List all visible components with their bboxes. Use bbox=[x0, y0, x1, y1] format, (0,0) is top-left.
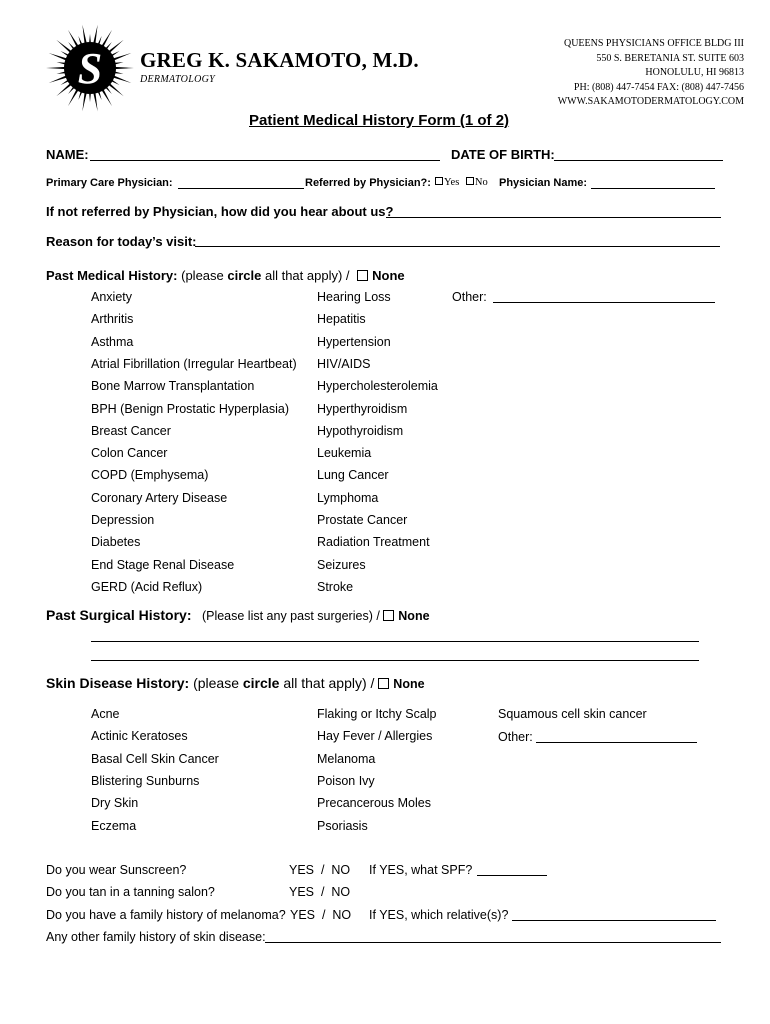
list-item[interactable]: Asthma bbox=[91, 334, 134, 349]
surgery-input-line-1[interactable] bbox=[91, 641, 699, 642]
skin-disease-instr-post: all that apply) / bbox=[279, 675, 379, 691]
relative-question: If YES, which relative(s)? bbox=[369, 908, 509, 922]
list-item[interactable]: Basal Cell Skin Cancer bbox=[91, 751, 219, 766]
hear-about-label: If not referred by Physician, how did you hear about us? bbox=[46, 204, 394, 219]
past-medical-heading bbox=[46, 268, 405, 283]
skin-other-label: Other: bbox=[498, 730, 533, 744]
list-item[interactable]: Coronary Artery Disease bbox=[91, 490, 228, 505]
other-family-input-line[interactable] bbox=[265, 942, 721, 943]
skin-disease-none-checkbox[interactable] bbox=[378, 678, 389, 689]
list-item[interactable]: Hearing Loss bbox=[317, 290, 391, 304]
list-item[interactable]: Hypertension bbox=[317, 334, 391, 349]
dob-label: DATE OF BIRTH: bbox=[451, 147, 555, 162]
list-item[interactable]: Psoriasis bbox=[317, 818, 368, 833]
list-item[interactable]: Hypercholesterolemia bbox=[317, 379, 438, 394]
melanoma-yes-no[interactable]: YES / NO bbox=[290, 908, 352, 922]
list-item[interactable]: COPD (Emphysema) bbox=[91, 468, 209, 483]
list-item[interactable]: BPH (Benign Prostatic Hyperplasia) bbox=[91, 401, 289, 416]
sunscreen-yes-no[interactable]: YES / NO bbox=[289, 863, 351, 877]
past-medical-title: Past Medical History: bbox=[46, 268, 178, 283]
past-medical-none-label: None bbox=[372, 268, 405, 283]
list-item[interactable]: Arthritis bbox=[91, 312, 134, 327]
list-item[interactable]: Atrial Fibrillation (Irregular Heartbeat) bbox=[91, 356, 297, 371]
referred-yes-checkbox[interactable] bbox=[435, 177, 443, 185]
referred-label: Referred by Physician?: bbox=[305, 177, 431, 189]
list-item[interactable]: Precancerous Moles bbox=[317, 796, 431, 811]
referred-no-label: No bbox=[474, 177, 488, 188]
list-item[interactable]: Stroke bbox=[317, 579, 354, 594]
sunscreen-question: Do you wear Sunscreen? bbox=[46, 863, 187, 877]
past-medical-other-label: Other: bbox=[452, 290, 487, 304]
list-item[interactable]: Melanoma bbox=[317, 751, 376, 766]
skin-disease-instr-bold: circle bbox=[242, 675, 280, 691]
skin-disease-heading bbox=[46, 675, 425, 691]
melanoma-question: Do you have a family history of melanoma? bbox=[46, 908, 286, 922]
physician-name-input-line[interactable] bbox=[591, 188, 715, 189]
past-surgical-heading bbox=[46, 607, 430, 625]
list-item[interactable]: Poison Ivy bbox=[317, 773, 375, 788]
list-item[interactable]: Diabetes bbox=[91, 535, 141, 550]
list-item[interactable]: End Stage Renal Disease bbox=[91, 557, 235, 572]
list-item[interactable]: Hypothyroidism bbox=[317, 423, 404, 438]
spf-input-line[interactable] bbox=[477, 875, 547, 876]
list-item[interactable]: Eczema bbox=[91, 818, 137, 833]
skin-other-input-line[interactable] bbox=[536, 742, 697, 743]
tanning-question: Do you tan in a tanning salon? bbox=[46, 885, 215, 899]
list-item[interactable]: Prostate Cancer bbox=[317, 513, 408, 527]
relative-input-line[interactable] bbox=[512, 920, 716, 921]
specialty: DERMATOLOGY bbox=[140, 74, 215, 85]
address-line-phone: PH: (808) 447-7454 FAX: (808) 447-7456 bbox=[573, 81, 744, 93]
list-item[interactable]: Dry Skin bbox=[91, 796, 139, 811]
reason-label: Reason for today’s visit: bbox=[46, 234, 197, 249]
list-item[interactable]: Depression bbox=[91, 513, 155, 527]
list-item[interactable]: Leukemia bbox=[317, 446, 372, 461]
list-item[interactable]: Radiation Treatment bbox=[317, 535, 430, 550]
form-title: Patient Medical History Form (1 of 2) bbox=[249, 112, 510, 129]
list-item[interactable]: Flaking or Itchy Scalp bbox=[317, 707, 437, 721]
list-item[interactable]: Bone Marrow Transplantation bbox=[91, 379, 255, 394]
past-surgical-instr: (Please list any past surgeries) / bbox=[201, 609, 384, 623]
past-surgical-none-checkbox[interactable] bbox=[383, 610, 394, 621]
past-medical-instr-bold: circle bbox=[227, 268, 262, 283]
referred-yes-label: Yes bbox=[444, 177, 460, 188]
address-line-city: HONOLULU, HI 96813 bbox=[645, 67, 744, 78]
list-item[interactable]: Colon Cancer bbox=[91, 446, 168, 461]
list-item[interactable]: Anxiety bbox=[91, 290, 132, 304]
list-item[interactable]: Acne bbox=[91, 707, 120, 721]
office-address bbox=[558, 37, 744, 110]
surgery-input-line-2[interactable] bbox=[91, 660, 699, 661]
list-item[interactable]: Hepatitis bbox=[317, 312, 366, 327]
spf-question: If YES, what SPF? bbox=[369, 863, 473, 877]
pcp-input-line[interactable] bbox=[178, 188, 304, 189]
past-medical-instr-post: all that apply) / bbox=[261, 268, 354, 283]
past-medical-instr-pre: (please bbox=[181, 268, 228, 283]
past-medical-none-checkbox[interactable] bbox=[357, 270, 368, 281]
pcp-label: Primary Care Physician: bbox=[46, 177, 173, 189]
reason-input-line[interactable] bbox=[195, 246, 720, 247]
list-item[interactable]: Blistering Sunburns bbox=[91, 773, 200, 788]
skin-disease-title: Skin Disease History: bbox=[46, 675, 190, 691]
name-label: NAME: bbox=[46, 147, 89, 162]
practice-logo bbox=[38, 22, 138, 117]
dob-input-line[interactable] bbox=[554, 160, 723, 161]
list-item[interactable]: Hay Fever / Allergies bbox=[317, 729, 433, 744]
past-medical-other-input-line[interactable] bbox=[493, 302, 715, 303]
logo-letter: S bbox=[77, 44, 103, 93]
list-item[interactable]: GERD (Acid Reflux) bbox=[91, 579, 203, 594]
doctor-name: GREG K. SAKAMOTO, M.D. bbox=[140, 48, 419, 72]
skin-disease-none-label: None bbox=[393, 677, 425, 691]
referred-options bbox=[431, 177, 488, 188]
skin-squamous-item[interactable]: Squamous cell skin cancer bbox=[498, 707, 647, 721]
address-line-building: QUEENS PHYSICIANS OFFICE BLDG III bbox=[563, 38, 744, 49]
skin-disease-instr-pre: (please bbox=[193, 675, 243, 691]
hear-about-input-line[interactable] bbox=[386, 217, 721, 218]
past-surgical-none-label: None bbox=[398, 609, 430, 623]
name-input-line[interactable] bbox=[90, 160, 440, 161]
list-item[interactable]: Seizures bbox=[317, 557, 366, 572]
list-item[interactable]: Hyperthyroidism bbox=[317, 401, 408, 416]
physician-name-label: Physician Name: bbox=[499, 177, 588, 189]
tanning-yes-no[interactable]: YES / NO bbox=[289, 885, 351, 899]
list-item[interactable]: Actinic Keratoses bbox=[91, 729, 188, 744]
address-line-street: 550 S. BERETANIA ST. SUITE 603 bbox=[596, 52, 744, 64]
list-item[interactable]: HIV/AIDS bbox=[317, 356, 371, 371]
other-family-question: Any other family history of skin disease: bbox=[46, 930, 266, 944]
past-surgical-title: Past Surgical History: bbox=[46, 607, 192, 623]
referred-no-checkbox[interactable] bbox=[466, 177, 474, 185]
address-line-website: WWW.SAKAMOTODERMATOLOGY.COM bbox=[557, 96, 744, 107]
list-item[interactable]: Lung Cancer bbox=[317, 468, 389, 483]
list-item[interactable]: Lymphoma bbox=[317, 490, 379, 505]
list-item[interactable]: Breast Cancer bbox=[91, 423, 171, 438]
